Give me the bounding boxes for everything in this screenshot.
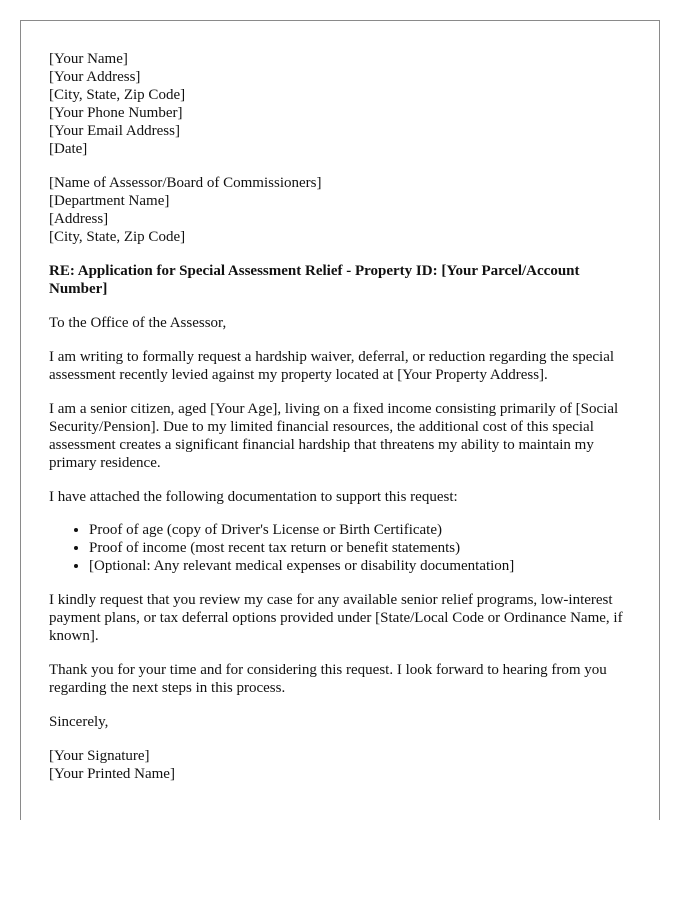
signature-line: [Your Signature] [49,748,150,764]
recipient-city-state-zip: [City, State, Zip Code] [49,229,186,245]
closing: Sincerely, [49,714,109,730]
list-item: • [Optional: Any relevant medical expenses or disability documentation] [89,557,639,575]
printed-name: [Your Printed Name] [49,766,175,782]
sender-email: [Your Email Address] [49,123,180,139]
letter-page [20,20,660,820]
sender-address: [Your Address] [49,69,141,85]
recipient-block [49,174,639,246]
salutation: To the Office of the Assessor, [49,315,227,331]
paragraph-request: I am writing to formally request a hardship waiver, deferral, or reduction regarding the special assessment recently levied against my property located at [Your Property Address]. [49,349,615,383]
paragraph-thanks: Thank you for your time and for considering this request. I look forward to hearing from you regarding the next steps in this process. [49,662,607,696]
recipient-name: [Name of Assessor/Board of Commissioners] [49,175,322,191]
subject-line: RE: Application for Special Assessment Relief - Property ID: [Your Parcel/Account Number] [49,263,580,297]
signature-block [49,747,639,783]
documentation-list [49,521,639,575]
list-item: • Proof of income (most recent tax return or benefit statements) [89,539,639,557]
paragraph-documentation-intro: I have attached the following documentation to support this request: [49,489,458,505]
paragraph-review-request: I kindly request that you review my case for any available senior relief programs, low-interest payment plans, or tax deferral options provided under [State/Local Code or Ordinance Name, if known]. [49,592,623,644]
sender-block [49,50,639,158]
sender-name: [Your Name] [49,51,128,67]
recipient-department: [Department Name] [49,193,170,209]
paragraph-hardship: I am a senior citizen, aged [Your Age], living on a fixed income consisting primarily of [Social Security/Pension]. Due to my limited financial resources, the additional cost of this special assessment creates a significant financial hardship that threatens my ability to maintain my primary residence. [49,401,619,471]
sender-city-state-zip: [City, State, Zip Code] [49,87,186,103]
sender-phone: [Your Phone Number] [49,105,183,121]
list-item: • Proof of age (copy of Driver's License or Birth Certificate) [89,521,639,539]
recipient-address: [Address] [49,211,109,227]
letter-date: [Date] [49,141,88,157]
letter-content [49,50,639,783]
